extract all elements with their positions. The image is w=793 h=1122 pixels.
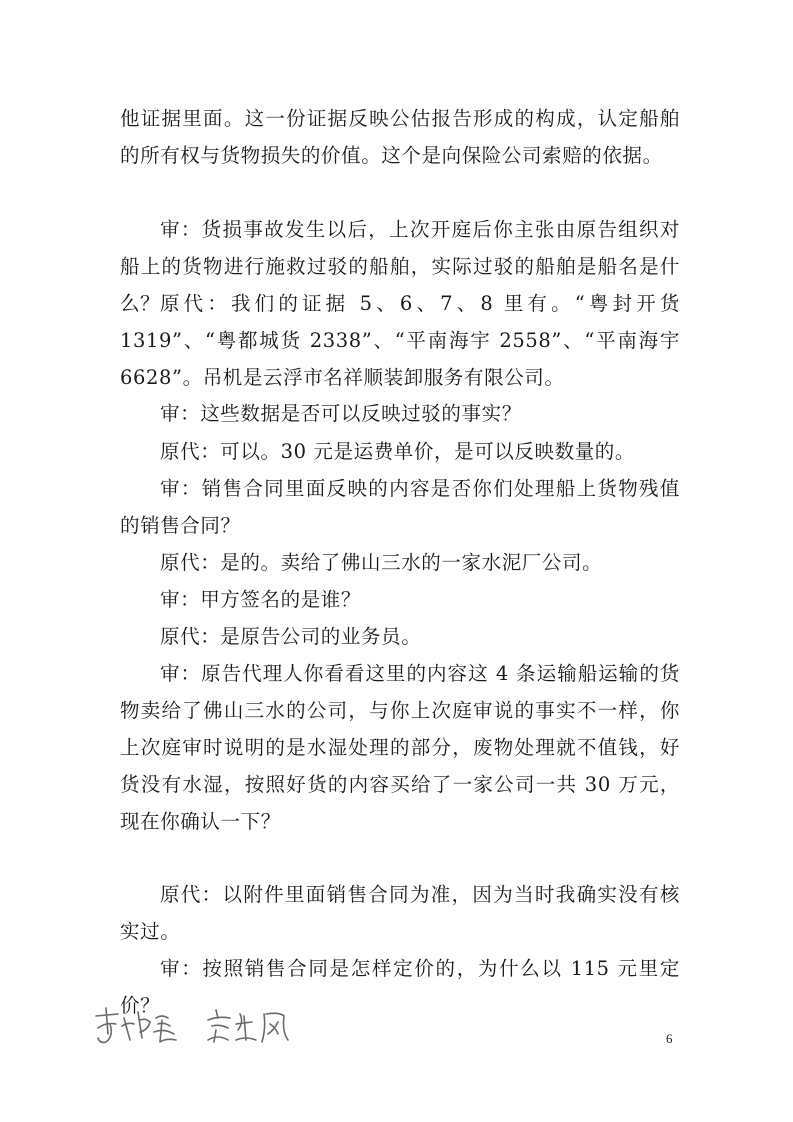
- paragraph-1: 他证据里面。这一份证据反映公估报告形成的构成，认定船舶的所有权与货物损失的价值。这个是向保险公司索赔的依据。: [120, 107, 680, 167]
- paragraph-12: 审：按照销售合同是怎样定价的，为什么以 115 元里定价？: [120, 957, 680, 1017]
- paragraph-11: 原代：以附件里面销售合同为准，因为当时我确实没有核实过。: [120, 883, 680, 943]
- paragraph-9: 原代：是原告公司的业务员。: [160, 625, 422, 648]
- paragraph-10: 审：原告代理人你看看这里的内容这 4 条运输船运输的货物卖给了佛山三水的公司，与你上次庭审说的事实不一样，你上次庭审时说明的是水湿处理的部分，废物处理就不值钱，好货没有水湿，按照好货的内容买给了一家公司一共 30 万元，现在你确认一下？: [120, 662, 680, 833]
- paragraph-2: 审：货损事故发生以后，上次开庭后你主张由原告组织对船上的货物进行施救过驳的船舶，实际过驳的船舶是船名是什么？: [120, 218, 680, 315]
- handwritten-signatures: [88, 994, 328, 1054]
- paragraph-3: 原代：我们的证据 5、6、7、8 里有。“粤封开货 1319”、“粤都城货 2338”、“平南海宇 2558”、“平南海宇 6628”。吊机是云浮市名祥顺装卸服务有限公司。: [120, 292, 680, 389]
- paragraph-7: 原代：是的。卖给了佛山三水的一家水泥厂公司。: [160, 551, 603, 574]
- page-number: 6: [666, 1031, 673, 1046]
- paragraph-4: 审：这些数据是否可以反映过驳的事实？: [160, 402, 522, 425]
- paragraph-5: 原代：可以。30 元是运费单价，是可以反映数量的。: [160, 440, 636, 463]
- paragraph-8: 审：甲方签名的是谁？: [160, 588, 362, 611]
- paragraph-6: 审：销售合同里面反映的内容是否你们处理船上货物残值的销售合同？: [120, 477, 680, 537]
- signature-image: [88, 994, 328, 1054]
